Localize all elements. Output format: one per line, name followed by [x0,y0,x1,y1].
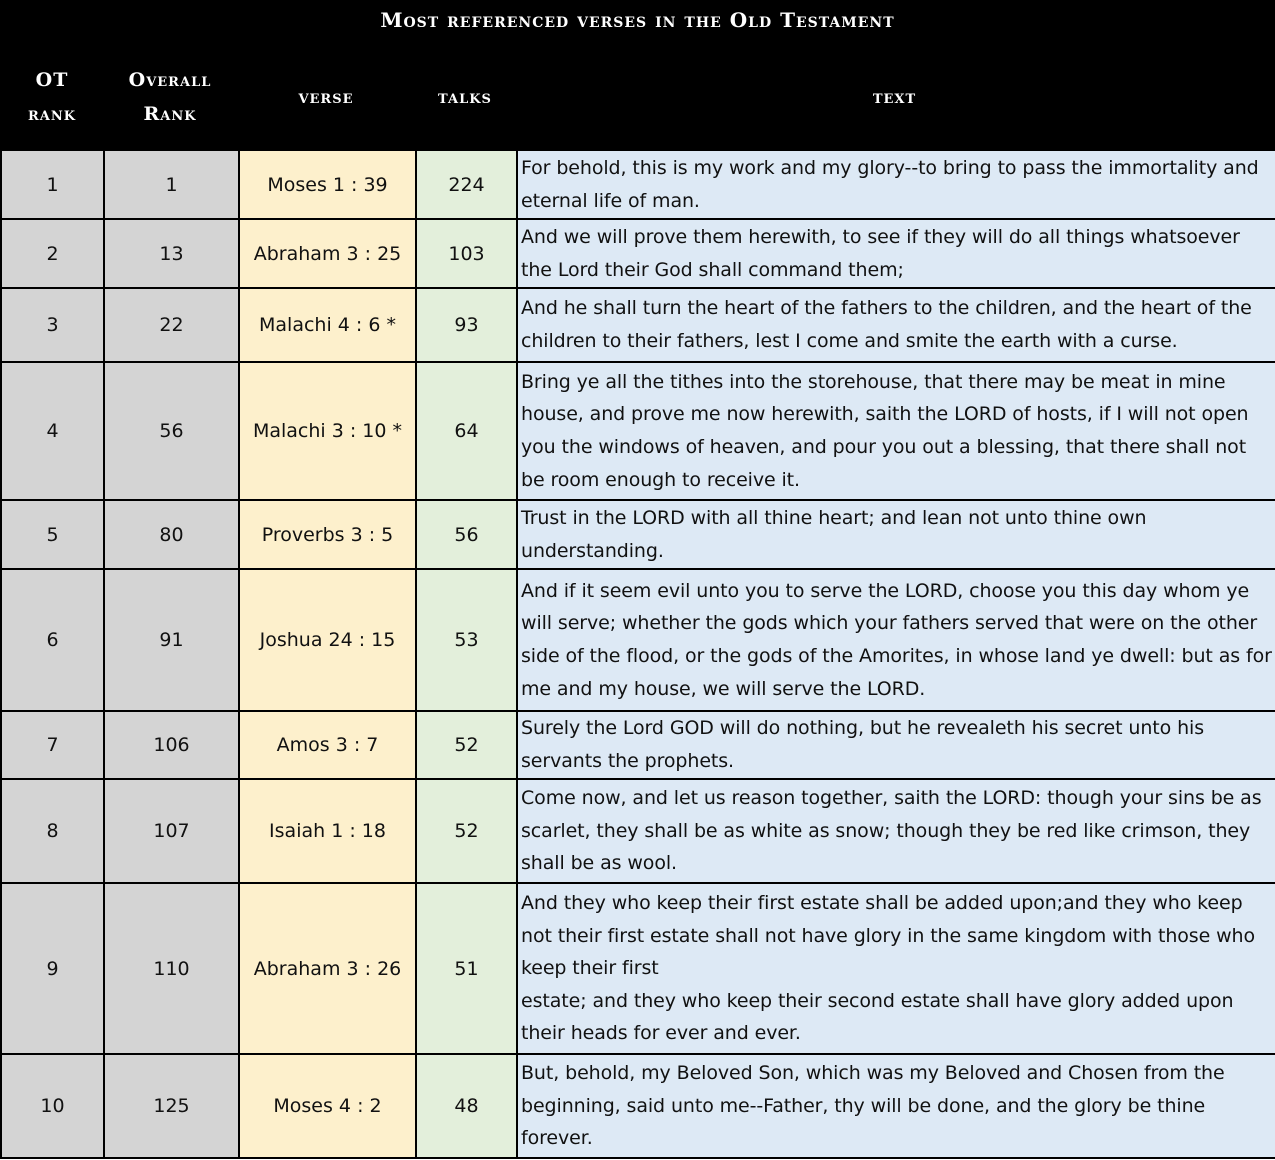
verse-cell: Moses 4 : 2 [239,1054,416,1158]
ot-rank-cell: 7 [1,711,104,779]
verse-cell: Malachi 4 : 6 * [239,288,416,362]
verse-text-cell: Come now, and let us reason together, saith the LORD: though your sins be as scarlet, they shall be as white as snow; though they be red like crimson, they shall be as wool. [517,779,1275,883]
overall-rank-cell: 80 [104,500,239,569]
ot-rank-cell: 5 [1,500,104,569]
table-row [1,711,1275,779]
talks-cell: 48 [416,1054,517,1158]
ot-rank-cell: 4 [1,362,104,500]
overall-rank-cell: 1 [104,150,239,219]
talks-cell: 53 [416,569,517,711]
ot-rank-cell: 8 [1,779,104,883]
talks-cell: 52 [416,711,517,779]
table-row [1,288,1275,362]
table-row [1,569,1275,711]
overall-rank-cell: 107 [104,779,239,883]
talks-cell: 103 [416,219,517,288]
column-header-overall-rank: Overall Rank [128,69,212,125]
table-row [1,219,1275,288]
column-header-verse: verse [298,86,354,108]
talks-cell: 51 [416,883,517,1054]
overall-rank-cell: 56 [104,362,239,500]
table-title: Most referenced verses in the Old Testament [380,8,895,32]
ot-rank-cell: 9 [1,883,104,1054]
verse-text-cell: Surely the Lord GOD will do nothing, but he revealeth his secret unto his servants the prophets. [517,711,1275,779]
verse-cell: Joshua 24 : 15 [239,569,416,711]
verse-cell: Malachi 3 : 10 * [239,362,416,500]
overall-rank-cell: 13 [104,219,239,288]
overall-rank-cell: 91 [104,569,239,711]
overall-rank-cell: 106 [104,711,239,779]
table-row [1,362,1275,500]
ot-rank-cell: 2 [1,219,104,288]
ot-rank-cell: 6 [1,569,104,711]
verse-text-cell: But, behold, my Beloved Son, which was my Beloved and Chosen from the beginning, said unto me--Father, thy will be done, and the glory be thine forever. [517,1054,1275,1158]
column-header-ot-rank: OT rank [27,69,77,125]
verse-text-cell: And if it seem evil unto you to serve the LORD, choose you this day whom ye will serve; whether the gods which your fathers served that were on the other side of the flood, or the gods of the Amorites, in whose land ye dwell: but as for me and my house, we will serve the LORD. [517,569,1275,711]
table-row [1,883,1275,1054]
verse-text-cell: For behold, this is my work and my glory--to bring to pass the immortality and eternal life of man. [517,150,1275,219]
table-row [1,500,1275,569]
verse-text-cell: Trust in the LORD with all thine heart; and lean not unto thine own understanding. [517,500,1275,569]
ot-rank-cell: 10 [1,1054,104,1158]
overall-rank-cell: 125 [104,1054,239,1158]
verse-text-cell: Bring ye all the tithes into the storehouse, that there may be meat in mine house, and prove me now herewith, saith the LORD of hosts, if I will not open you the windows of heaven, and pour you out a blessing, that there shall not be room enough to receive it. [517,362,1275,500]
overall-rank-cell: 22 [104,288,239,362]
talks-cell: 224 [416,150,517,219]
verse-text-cell: And he shall turn the heart of the fathers to the children, and the heart of the children to their fathers, lest I come and smite the earth with a curse. [517,288,1275,362]
verse-cell: Proverbs 3 : 5 [239,500,416,569]
verse-cell: Moses 1 : 39 [239,150,416,219]
verse-cell: Abraham 3 : 26 [239,883,416,1054]
overall-rank-cell: 110 [104,883,239,1054]
verse-cell: Isaiah 1 : 18 [239,779,416,883]
column-header-text: text [872,86,917,108]
talks-cell: 56 [416,500,517,569]
table-row [1,1054,1275,1158]
ot-rank-cell: 1 [1,150,104,219]
column-header-talks: talks [438,86,492,108]
table-row [1,779,1275,883]
verse-text-cell: And they who keep their first estate shall be added upon;and they who keep not their first estate shall not have glory in the same kingdom with those who keep their first estate; and they who keep their second estate shall have glory added upon their heads for ever and ever. [517,883,1275,1054]
ot-rank-cell: 3 [1,288,104,362]
table-header [0,0,1275,150]
table-row [1,150,1275,219]
talks-cell: 93 [416,288,517,362]
verse-cell: Amos 3 : 7 [239,711,416,779]
verse-text-cell: And we will prove them herewith, to see if they will do all things whatsoever the Lord their God shall command them; [517,219,1275,288]
verse-cell: Abraham 3 : 25 [239,219,416,288]
verse-table [0,149,1275,1159]
talks-cell: 52 [416,779,517,883]
talks-cell: 64 [416,362,517,500]
